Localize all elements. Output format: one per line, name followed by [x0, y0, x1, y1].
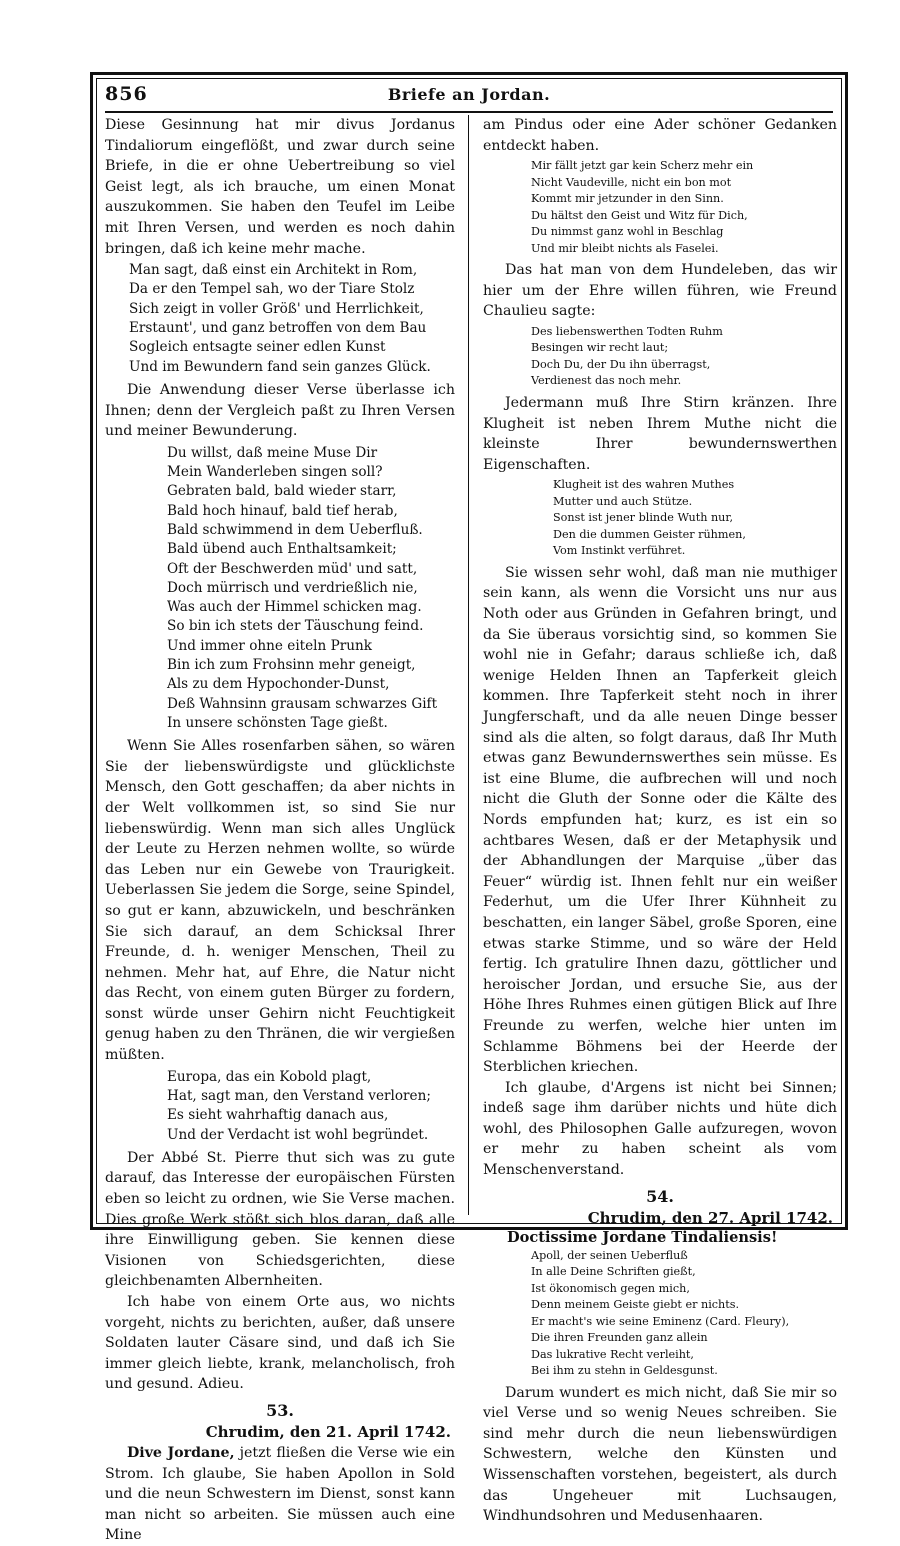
verse-line: Gebraten bald, bald wieder starr,: [167, 483, 397, 500]
verse-line: Erstaunt', und ganz betroffen von dem Bau: [129, 320, 427, 337]
letter-salutation: Doctissime Jordane Tindaliensis!: [507, 1228, 778, 1246]
book-page: [90, 72, 848, 1544]
paragraph: Sie wissen sehr wohl, daß man nie muthiger sein kann, als wenn die Vorsicht uns nur aus Noth oder aus Gründen in Gefahren bringt, und da Sie überaus vorsichtig sind, so kommen Sie wohl nie in Gefahr; daraus schließe ich, daß wenige Helden Ihnen an Tapferkeit gleich kommen. Ihre Tapferkeit steht noch in ihrer Jungferschaft, und da alle neuen Dinge besser sind als die alten, so folgt daraus, daß Ihr Muth etwas ganz Bewundernswerthes sein müsse. Es ist eine Blume, die aufbrechen will und noch nicht die Gluth der Sonne oder die Kälte des Nords empfunden hat; kurz, es ist ein so achtbares Wesen, daß er der Metaphysik und der Abhandlungen der Marquise „über das Feuer“ würdig ist. Ihnen fehlt nur ein weißer Federhut, um die Ufer Ihrer Kühnheit zu beschatten, ein langer Säbel, große Sporen, eine etwas starke Stimme, und so wäre der Held fertig. Ich gratulire Ihnen dazu, göttlicher und heroischer Jordan, und ersuche Sie, aus der Höhe Ihres Ruhmes einen gütigen Blick auf Ihre Freunde zu werfen, welche hier unten im Schlamme Böhmens bei der Heerde der Sterblichen kriechen.: [483, 564, 837, 1076]
verse-line: Das lukrative Recht verleiht,: [531, 1347, 694, 1361]
verse-block: [105, 1068, 455, 1145]
verse-line: Bin ich zum Frohsinn mehr geneigt,: [167, 656, 416, 673]
page-number: 856: [105, 83, 148, 105]
verse-line: In unsere schönsten Tage gießt.: [167, 714, 388, 731]
left-column: [105, 115, 461, 1544]
verse-line: Den die dummen Geister rühmen,: [553, 527, 746, 541]
verse-line: Und mir bleibt nichts als Faselei.: [531, 241, 719, 255]
verse-line: Sogleich entsagte seiner edlen Kunst: [129, 339, 386, 356]
verse-line: Als zu dem Hypochonder-Dunst,: [167, 676, 390, 693]
verse-line: Kommt mir jetzunder in den Sinn.: [531, 192, 724, 206]
verse-line: Nicht Vaudeville, nicht ein bon mot: [531, 175, 732, 189]
verse-block: [105, 444, 455, 733]
verse-line: Besingen wir recht laut;: [531, 341, 669, 355]
verse-line: Doch Du, der Du ihn überragst,: [531, 357, 711, 371]
right-column: [477, 115, 837, 1525]
verse-line: Ist ökonomisch gegen mich,: [531, 1281, 690, 1295]
verse-block: [483, 324, 837, 390]
verse-line: Bald schwimmend in dem Ueberfluß.: [167, 521, 423, 538]
verse-line: Doch mürrisch und verdrießlich nie,: [167, 579, 418, 596]
letter-number: 54.: [646, 1186, 674, 1206]
verse-line: Sonst ist jener blinde Wuth nur,: [553, 511, 734, 525]
verse-line: Mutter und auch Stütze.: [553, 494, 693, 508]
verse-line: Sich zeigt in voller Größ' und Herrlichkeit,: [129, 300, 424, 317]
letter-salutation: Dive Jordane,: [127, 1444, 235, 1461]
verse-line: Und im Bewundern fand sein ganzes Glück.: [129, 358, 431, 375]
letter-number: 53.: [266, 1400, 294, 1420]
verse-line: Die ihren Freunden ganz allein: [531, 1331, 708, 1345]
verse-line: In alle Deine Schriften gießt,: [531, 1265, 696, 1279]
paragraph: Ich habe von einem Orte aus, wo nichts vorgeht, nichts zu berichten, außer, daß unsere Soldaten lauter Cäsare sind, und daß ich Sie immer gleich liebte, krank, melancholisch, froh und gesund. Adieu.: [105, 1294, 455, 1393]
running-title: Briefe an Jordan.: [387, 85, 551, 104]
verse-line: Mein Wanderleben singen soll?: [167, 464, 383, 481]
verse-block: [483, 158, 837, 257]
letter-dateline: Chrudim, den 27. April 1742.: [587, 1208, 833, 1227]
verse-line: Oft der Beschwerden müd' und satt,: [167, 560, 418, 577]
verse-line: Du nimmst ganz wohl in Beschlag: [531, 225, 724, 239]
letter-text: jetzt fließen die Verse wie ein Strom. Ich glaube, Sie haben Apollon in Sold und die neun Schwestern im Dienst, sonst kann man nicht so arbeiten. Sie müssen auch eine Mine: [105, 1444, 455, 1544]
verse-line: Deß Wahnsinn grausam schwarzes Gift: [167, 695, 438, 712]
column-divider: [468, 115, 469, 1215]
verse-line: So bin ich stets der Täuschung feind.: [167, 618, 424, 635]
verse-block: [483, 1248, 837, 1380]
verse-line: Vom Instinkt verführet.: [553, 544, 686, 558]
verse-line: Du willst, daß meine Muse Dir: [167, 444, 378, 461]
paragraph: Darum wundert es mich nicht, daß Sie mir so viel Verse und so wenig Neues schreiben. Sie sind mehr durch die neun liebenswürdigen Schwestern, welche den Künsten und Wissenschaften vorstehen, begeistert, als durch das Ungeheuer mit Luchsaugen, Windhundsohren und Medusenhaaren.: [483, 1384, 837, 1525]
verse-line: Verdienest das noch mehr.: [531, 374, 682, 388]
verse-line: Bei ihm zu stehn in Geldesgunst.: [531, 1364, 718, 1378]
verse-line: Man sagt, daß einst ein Architekt in Rom,: [129, 262, 418, 279]
paragraph: Jedermann muß Ihre Stirn kränzen. Ihre Klugheit ist neben Ihrem Muthe nicht die kleinste Ihrer bewundernswerthen Eigenschaften.: [483, 394, 837, 473]
verse-line: Klugheit ist des wahren Muthes: [553, 478, 735, 492]
paragraph: Die Anwendung dieser Verse überlasse ich Ihnen; denn der Vergleich paßt zu Ihren Versen und meiner Bewunderung.: [105, 381, 455, 440]
paragraph: Das hat man von dem Hundeleben, das wir hier um der Ehre willen führen, wie Freund Chaulieu sagte:: [483, 262, 837, 320]
verse-line: Europa, das ein Kobold plagt,: [167, 1068, 372, 1085]
verse-line: Apoll, der seinen Ueberfluß: [531, 1248, 688, 1262]
verse-line: Mir fällt jetzt gar kein Scherz mehr ein: [531, 159, 754, 173]
verse-block: [105, 261, 455, 377]
verse-line: Hat, sagt man, den Verstand verloren;: [167, 1087, 431, 1104]
verse-line: Und der Verdacht ist wohl begründet.: [167, 1126, 429, 1143]
paragraph: Diese Gesinnung hat mir divus Jordanus Tindaliorum eingeflößt, und zwar durch seine Briefe, in die er ohne Uebertreibung so viel Geist legt, als ich brauche, um einen Monat auszukommen. Sie haben den Teufel im Leibe mit Ihren Versen, und werden es noch dahin bringen, daß ich keine mehr mache.: [105, 117, 455, 257]
paragraph: Der Abbé St. Pierre thut sich was zu gute darauf, das Interesse der europäischen Fürsten eben so leicht zu ordnen, wie Sie Verse machen. Dies große Werk stößt sich blos daran, daß alle ihre Einwilligung geben. Sie kennen diese Visionen von Schiedsgerichten, diese gleichbenamten Albernheiten.: [105, 1149, 455, 1290]
verse-line: Was auch der Himmel schicken mag.: [167, 599, 422, 616]
paragraph: Wenn Sie Alles rosenfarben sähen, so wären Sie der liebenswürdigste und glücklichste Mensch, den Gott geschaffen; da aber nichts in der Welt vollkommen ist, so sind Sie nur liebenswürdig. Wenn man sich alles Unglück der Leute zu Herzen nehmen wollte, so würde das Leben nur ein Gewebe von Traurigkeit. Ueberlassen Sie jedem die Sorge, seine Spindel, so gut er kann, abzuwickeln, und beschränken Sie sich darauf, an dem Schicksal Ihrer Freunde, d. h. weniger Menschen, Theil zu nehmen. Mehr hat, auf Ehre, die Natur nicht das Recht, von einem guten Bürger zu fordern, sonst würde unser Gehirn nicht Feuchtigkeit genug haben zu den Thränen, die wir vergießen müßten.: [105, 738, 455, 1064]
letter-dateline: Chrudim, den 21. April 1742.: [205, 1422, 451, 1441]
page-header: [105, 81, 833, 113]
verse-line: Es sieht wahrhaftig danach aus,: [167, 1107, 389, 1124]
paragraph: am Pindus oder eine Ader schöner Gedanken entdeckt haben.: [483, 117, 837, 154]
verse-line: Du hältst den Geist und Witz für Dich,: [531, 208, 748, 222]
verse-line: Da er den Tempel sah, wo der Tiare Stolz: [129, 281, 415, 298]
verse-line: Des liebenswerthen Todten Ruhm: [531, 324, 723, 338]
paragraph: Ich glaube, d'Argens ist nicht bei Sinnen; indeß sage ihm darüber nichts und hüte dich wohl, des Philosophen Galle aufzuregen, wovon er mehr zu haben scheint als vom Menschenverstand.: [483, 1079, 837, 1179]
verse-line: Denn meinem Geiste giebt er nichts.: [531, 1298, 740, 1312]
verse-line: Bald übend auch Enthaltsamkeit;: [167, 541, 397, 558]
paragraph: [105, 1443, 455, 1546]
verse-line: Und immer ohne eiteln Prunk: [167, 637, 373, 654]
verse-line: Bald hoch hinauf, bald tief herab,: [167, 502, 398, 519]
verse-block: [483, 477, 837, 560]
verse-line: Er macht's wie seine Eminenz (Card. Fleury),: [531, 1314, 790, 1328]
